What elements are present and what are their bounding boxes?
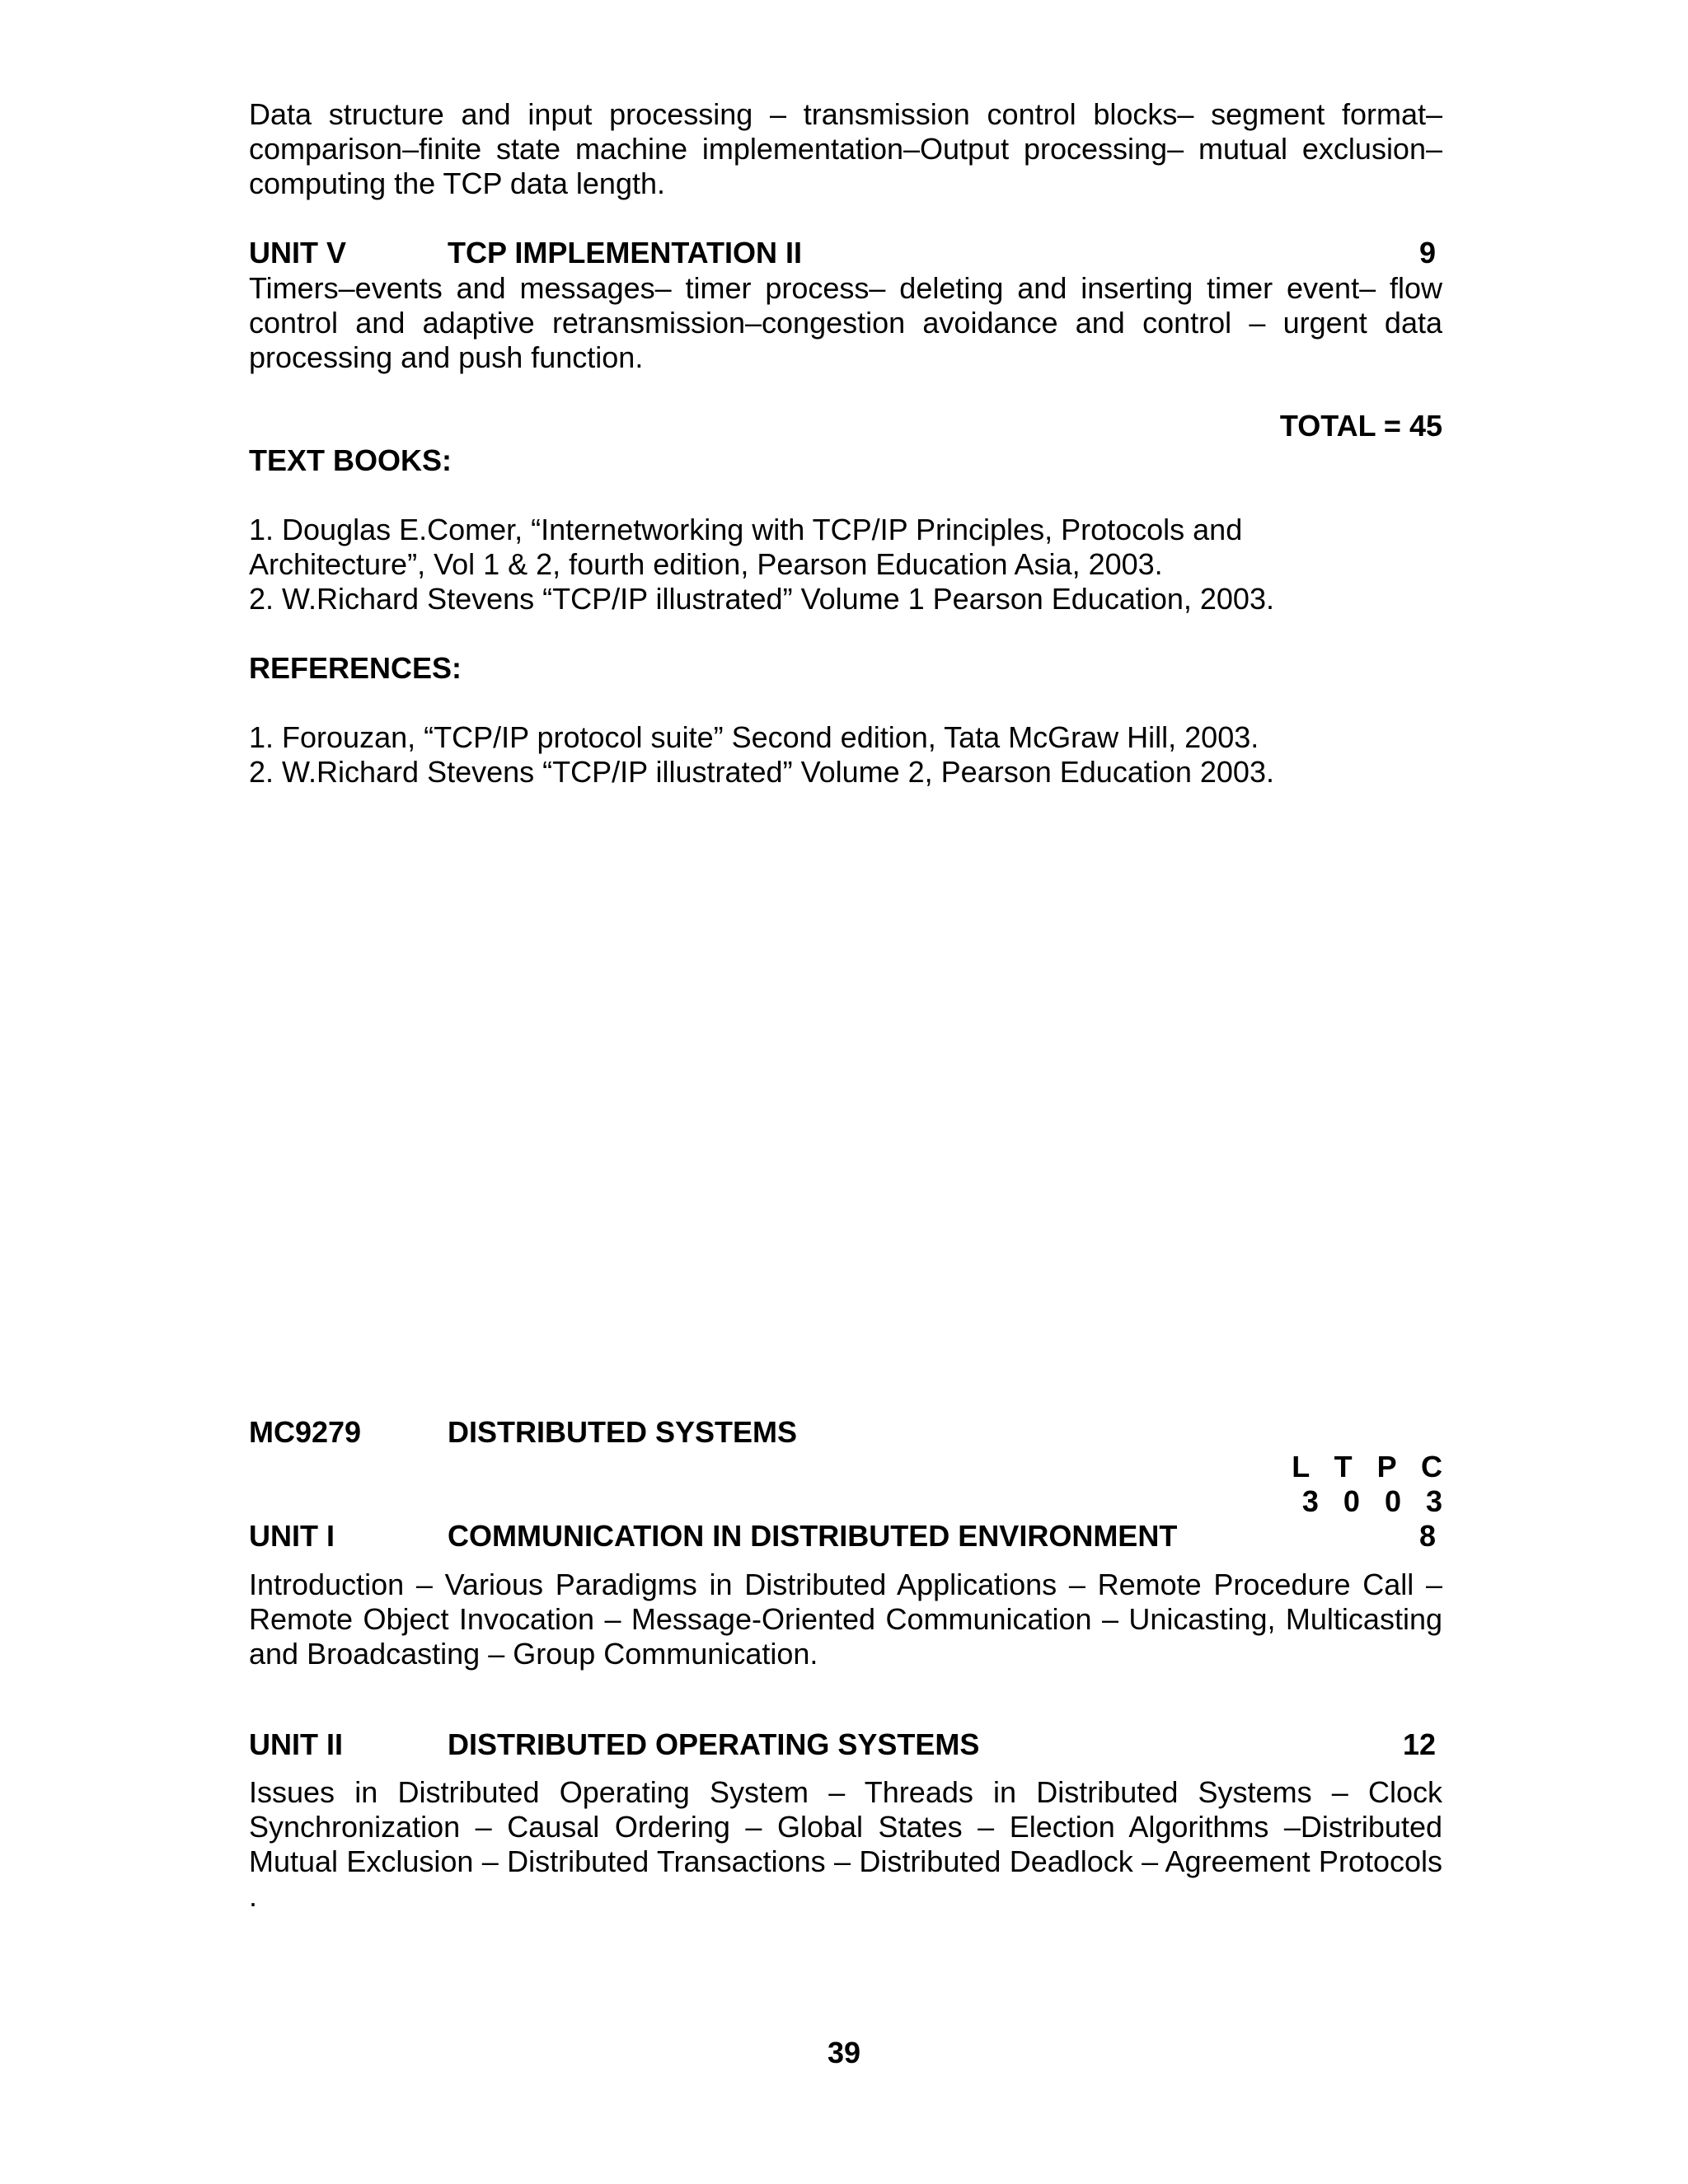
total-hours: TOTAL = 45 <box>1279 409 1442 443</box>
unit-ii-code: UNIT II <box>249 1727 343 1761</box>
course-code: MC9279 <box>249 1415 362 1449</box>
unit-i-header <box>249 1519 1442 1554</box>
unit-v-header <box>249 236 1442 270</box>
unit-v-hours: 9 <box>1418 236 1436 269</box>
unit-i-body: Introduction – Various Paradigms in Distributed Applications – Remote Procedure Call – Remote Object Invocation – Message-Oriented Communication – Unicasting, Multicasting and Broadcasting – Group Communication. <box>249 1568 1442 1671</box>
text-book-line: 2. W.Richard Stevens “TCP/IP illustrated” Volume 1 Pearson Education, 2003. <box>249 582 1274 616</box>
course-header <box>249 1415 1442 1450</box>
unit-ii-hours: 12 <box>1402 1727 1436 1761</box>
course-title: DISTRIBUTED SYSTEMS <box>448 1415 798 1449</box>
unit-i-code: UNIT I <box>249 1519 335 1553</box>
text-book-line: Architecture”, Vol 1 & 2, fourth edition, Pearson Education Asia, 2003. <box>249 547 1163 581</box>
text-book-line: 1. Douglas E.Comer, “Internetworking with TCP/IP Principles, Protocols and <box>249 513 1243 546</box>
ltpc-label: L T P C <box>1292 1450 1451 1483</box>
reference-line: 1. Forouzan, “TCP/IP protocol suite” Second edition, Tata McGraw Hill, 2003. <box>249 720 1259 754</box>
unit-v-code: UNIT V <box>249 236 347 269</box>
page-number: 39 <box>827 2036 861 2069</box>
reference-line: 2. W.Richard Stevens “TCP/IP illustrated” Volume 2, Pearson Education 2003. <box>249 755 1274 789</box>
text-books-list <box>249 513 1442 616</box>
text-books-heading: TEXT BOOKS: <box>249 443 452 477</box>
references-heading: REFERENCES: <box>249 651 462 685</box>
references-list <box>249 720 1442 790</box>
unit-ii-title: DISTRIBUTED OPERATING SYSTEMS <box>448 1727 980 1761</box>
unit-ii-body: Issues in Distributed Operating System – Threads in Distributed Systems – Clock Synchronization – Causal Ordering – Global States – Election Algorithms –Distributed Mutual Exclusion – Distributed Transactions – Distributed Deadlock – Agreement Protocols . <box>249 1775 1442 1913</box>
unit-i-title: COMMUNICATION IN DISTRIBUTED ENVIRONMENT <box>448 1519 1178 1553</box>
unit-ii-header <box>249 1727 1442 1762</box>
intro-paragraph: Data structure and input processing – transmission control blocks– segment format– comparison–finite state machine implementation–Output processing– mutual exclusion– computing the TCP data length. <box>249 97 1442 200</box>
unit-v-title: TCP IMPLEMENTATION II <box>448 236 802 269</box>
unit-i-hours: 8 <box>1418 1519 1436 1553</box>
unit-v-body: Timers–events and messages– timer process– deleting and inserting timer event– flow control and adaptive retransmission–congestion avoidance and control – urgent data processing and push function. <box>249 271 1442 374</box>
ltpc-values: 3 0 0 3 <box>1301 1484 1451 1518</box>
